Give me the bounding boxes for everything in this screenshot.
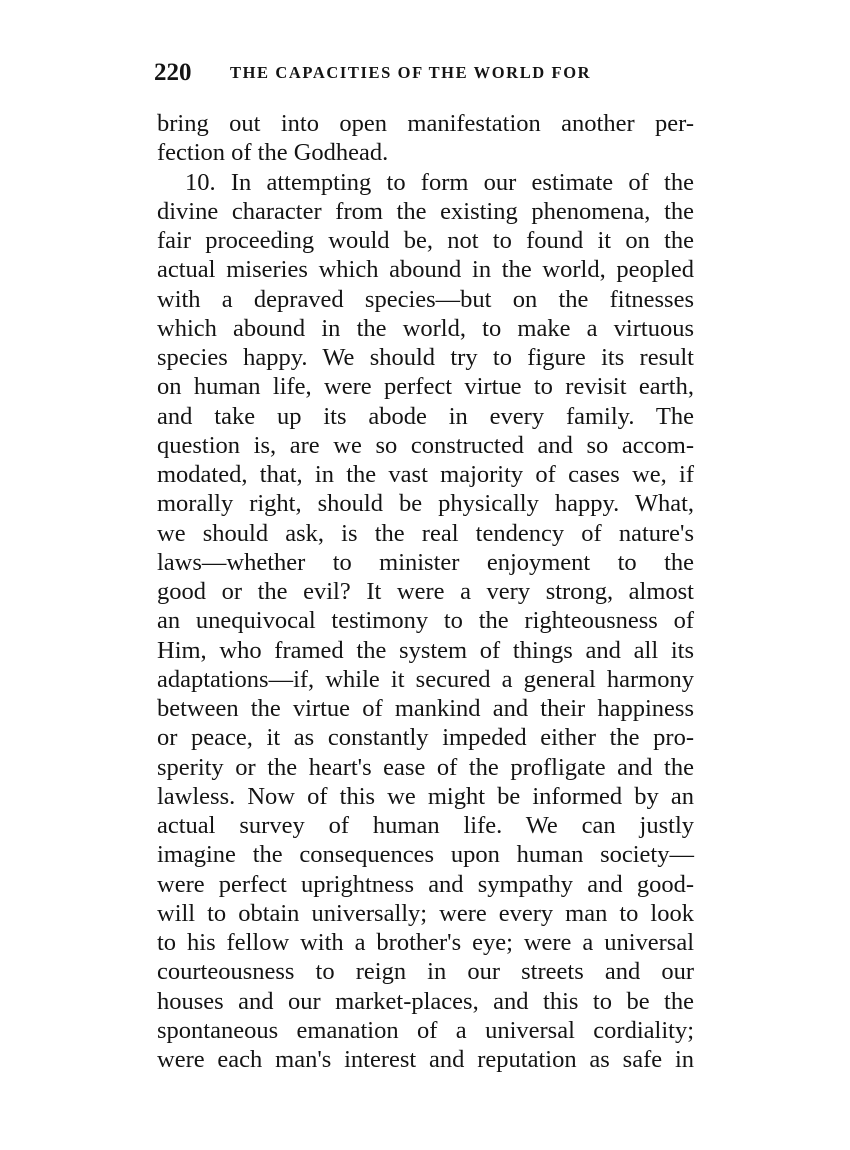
text-line: were each man's interest and reputation as safe in (157, 1046, 694, 1073)
page-number: 220 (154, 59, 192, 86)
text-line: which abound in the world, to make a virtuous (157, 314, 694, 342)
text-line: will to obtain universally; were every man to look (157, 899, 694, 927)
text-line: laws—whether to minister enjoyment to the (157, 548, 694, 576)
text-line: divine character from the existing phenomena, the (157, 197, 694, 225)
text-line: morally right, should be physically happy. What, (157, 490, 694, 518)
text-line: between the virtue of mankind and their happiness (157, 695, 694, 722)
text-line: modated, that, in the vast majority of cases we, if (157, 461, 694, 488)
text-line: with a depraved species—but on the fitnesses (157, 285, 694, 313)
text-line: adaptations—if, while it secured a general harmony (157, 665, 694, 693)
text-line: to his fellow with a brother's eye; were a universal (157, 929, 694, 956)
text-line: and take up its abode in every family. The (157, 402, 694, 430)
text-line: question is, are we so constructed and so accom- (157, 431, 694, 459)
text-line: houses and our market-places, and this to be the (157, 987, 694, 1015)
text-line: good or the evil? It were a very strong, almost (157, 578, 694, 605)
text-line: courteousness to reign in our streets and our (157, 958, 694, 986)
text-line: sperity or the heart's ease of the profligate and the (157, 753, 694, 781)
running-head (154, 58, 699, 88)
text-line: we should ask, is the real tendency of nature's (157, 519, 694, 547)
text-line: imagine the consequences upon human society— (157, 841, 694, 869)
text-line: on human life, were perfect virtue to revisit earth, (157, 373, 694, 401)
text-line: species happy. We should try to figure its result (157, 344, 694, 371)
text-line: fair proceeding would be, not to found it on the (157, 227, 694, 254)
text-line: fection of the Godhead. (157, 139, 389, 167)
text-line: bring out into open manifestation another per- (157, 110, 694, 137)
body-text (157, 109, 694, 1074)
text-line: Him, who framed the system of things and all its (157, 636, 694, 664)
text-line: an unequivocal testimony to the righteousness of (157, 607, 694, 635)
text-line: were perfect uprightness and sympathy and good- (157, 870, 694, 898)
text-line: lawless. Now of this we might be informed by an (157, 782, 694, 810)
running-title: THE CAPACITIES OF THE WORLD FOR (230, 63, 592, 82)
text-line: spontaneous emanation of a universal cordiality; (157, 1016, 694, 1044)
text-line: actual survey of human life. We can justly (157, 812, 694, 839)
text-line: or peace, it as constantly impeded either the pro- (157, 724, 694, 752)
text-line: 10. In attempting to form our estimate of the (185, 168, 694, 196)
text-line: actual miseries which abound in the world, peopled (157, 256, 694, 284)
